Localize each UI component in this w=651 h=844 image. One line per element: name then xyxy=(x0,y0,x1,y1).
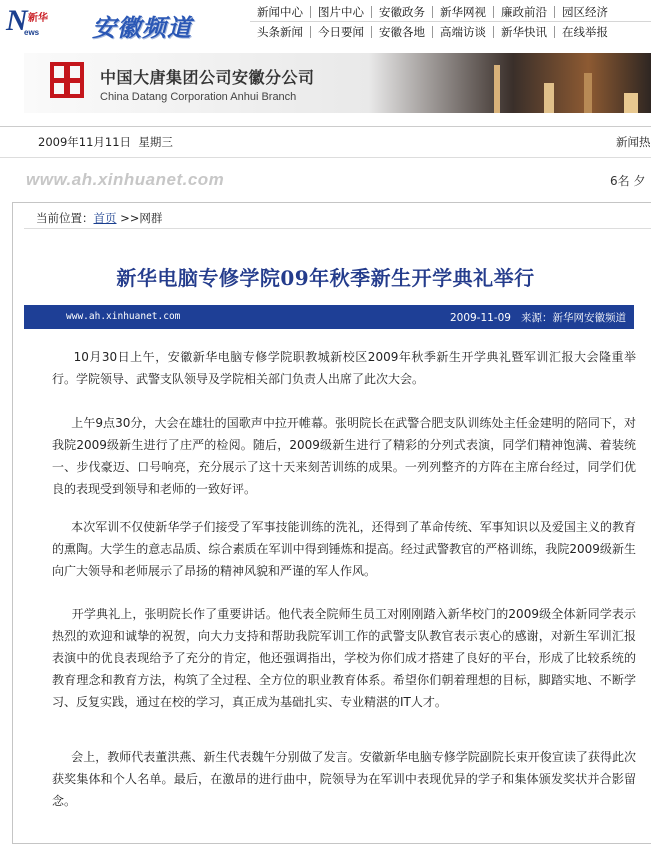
breadcrumb-current: >>网群 xyxy=(120,211,163,225)
banner-company-cn: 中国大唐集团公司安徽分公司 xyxy=(100,68,315,87)
divider xyxy=(0,126,651,127)
nav-link[interactable]: 安徽各地 xyxy=(371,26,432,38)
article-info-bar xyxy=(24,305,634,329)
article-paragraph: 上午9点30分，大会在雄壮的国歌声中拉开帷幕。张明院长在武警合肥支队训练处主任金建明的陪同下，对我院2009级新生进行了庄严的检阅。随后，2009级新生进行了精彩的分列式表演，同学们精神饱满、着装统一、步伐豪迈、口号响亮，充分展示了这十天来刻苦训练的成果。一列列整齐的方阵在主席台经过，同学们优良的表现受到领导和老师的一致好评。 xyxy=(52,416,636,496)
article-paragraph: 会上，教师代表董洪燕、新生代表魏午分别做了发言。安徽新华电脑专修学院副院长束开俊宣读了获得此次获奖集体和个人名单。最后，在激昂的进行曲中，院领导为在军训中表现优异的学子和集体颁发奖状并合影留念。 xyxy=(52,750,636,808)
datang-banner-ad[interactable] xyxy=(24,53,651,113)
divider xyxy=(0,157,651,158)
channel-name: 安徽频道 xyxy=(92,14,192,42)
nav-link[interactable]: 在线举报 xyxy=(554,26,615,38)
article-source: 来源：新华网安徽频道 xyxy=(521,312,626,324)
nav-link[interactable]: 新华快讯 xyxy=(493,26,554,38)
info-bar-url: www.ah.xinhuanet.com xyxy=(66,311,181,322)
banner-tower-decoration xyxy=(624,93,638,113)
nav-row-1 xyxy=(250,2,651,21)
nav-link[interactable]: 新闻中心 xyxy=(257,4,303,19)
banner-tower-decoration xyxy=(584,73,592,113)
article-paragraph: 开学典礼上，张明院长作了重要讲话。他代表全院师生员工对刚刚踏入新华校门的2009级全体新同学表示热烈的欢迎和诚挚的祝贺，向大力支持和帮助我院军训工作的武警支队教官表示衷心的感谢，对新生军训汇报表演中的优良表现给予了充分的肯定，他还强调指出，学校为你们成才搭建了良好的平台，形成了比较系统的教育理念和教育方法，构筑了全过程、全方位的职业教育体系。希望你们朝着理想的目标，脚踏实地、不断学习、反复实践，通过在校的学习，真正成为基础扎实、专业精湛的IT人才。 xyxy=(52,607,637,709)
nav-link[interactable]: 新华网视 xyxy=(432,6,493,18)
current-weekday: 星期三 xyxy=(138,135,173,149)
article-paragraph: 10月30日上午，安徽新华电脑专修学院职教城新校区2009年秋季新生开学典礼暨军训汇报大会隆重举行。学院领导、武警支队领导及学院相关部门负责人出席了此次大会。 xyxy=(52,350,636,386)
nav-link[interactable]: 园区经济 xyxy=(554,6,615,18)
banner-company-en: China Datang Corporation Anhui Branch xyxy=(100,91,297,103)
nav-link[interactable]: 廉政前沿 xyxy=(493,6,554,18)
top-navigation xyxy=(250,2,651,41)
logo-ews-text: ews xyxy=(24,28,40,37)
nav-link[interactable]: 高端访谈 xyxy=(432,26,493,38)
nav-link[interactable]: 安徽政务 xyxy=(371,6,432,18)
news-hot-link[interactable]: 新闻热 xyxy=(616,135,651,149)
xinhua-anhui-logo[interactable] xyxy=(4,4,244,40)
divider xyxy=(24,228,651,229)
datang-logo-icon xyxy=(50,62,84,98)
breadcrumb xyxy=(36,210,162,226)
breadcrumb-home-link[interactable]: 首页 xyxy=(93,211,117,225)
nav-link[interactable]: 头条新闻 xyxy=(257,24,303,39)
article-title: 新华电脑专修学院09年秋季新生开学典礼举行 xyxy=(116,266,535,290)
date-bar xyxy=(38,134,173,150)
right-side-fragment[interactable]: 6名 夕 xyxy=(610,174,646,188)
breadcrumb-label: 当前位置： xyxy=(36,211,94,225)
logo-xinhua-text: 新华 xyxy=(28,13,48,24)
site-url-watermark: www.ah.xinhuanet.com xyxy=(26,170,225,189)
article-date: 2009-11-09 xyxy=(449,312,511,324)
nav-link[interactable]: 今日要闻 xyxy=(310,26,371,38)
article-meta xyxy=(450,310,626,325)
banner-tower-decoration xyxy=(544,83,554,113)
banner-tower-decoration xyxy=(494,65,500,113)
nav-link[interactable]: 图片中心 xyxy=(310,6,371,18)
article-paragraph: 本次军训不仅使新华学子们接受了军事技能训练的洗礼，还得到了革命传统、军事知识以及爱国主义的教育的熏陶。大学生的意志品质、综合素质在军训中得到锤炼和提高。经过武警教官的严格训练，我院2009级新生向广大领导和老师展示了昂扬的精神风貌和严谨的军人作风。 xyxy=(52,520,636,578)
logo-letter: N xyxy=(6,4,27,37)
current-date: 2009年11月11日 xyxy=(38,135,132,149)
nav-row-2 xyxy=(250,21,651,41)
